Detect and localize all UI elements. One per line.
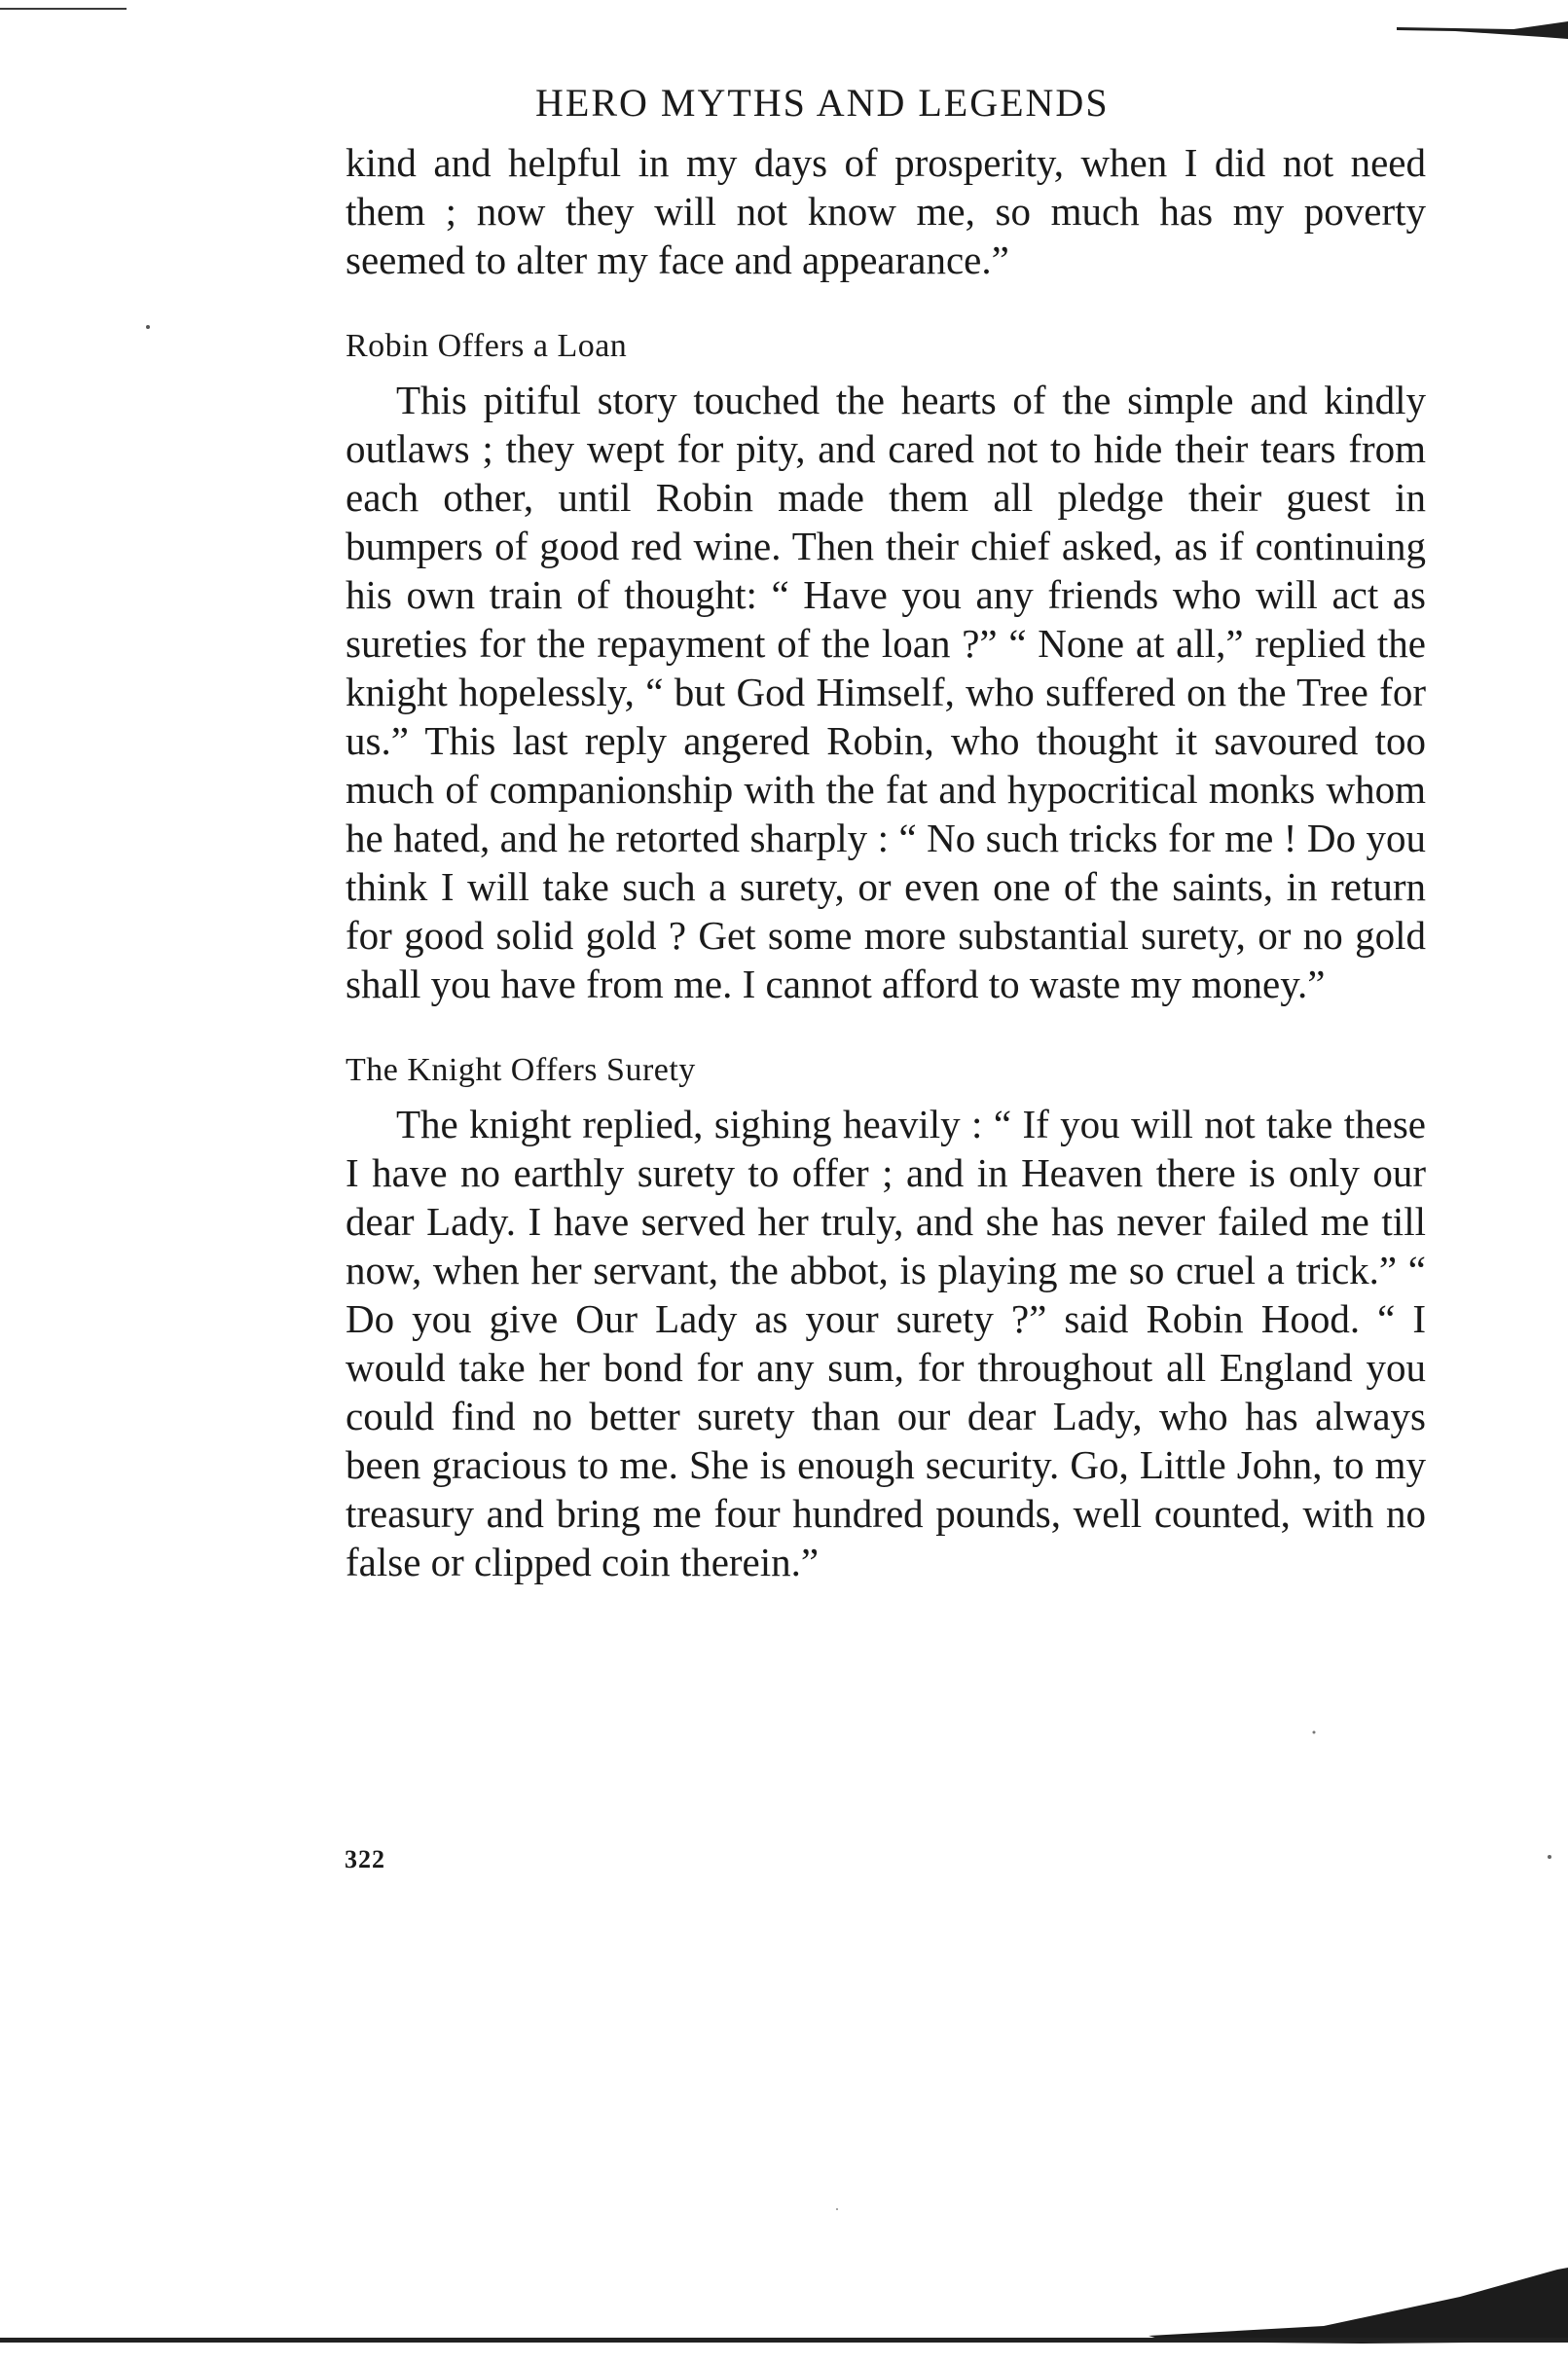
spacer <box>346 1090 1426 1100</box>
spacer <box>346 284 1426 327</box>
spacer <box>346 366 1426 376</box>
text-block <box>346 138 1426 1586</box>
section-heading-knight-offers-surety: The Knight Offers Surety <box>346 1052 696 1088</box>
paragraph-robin-offers-loan: This pitiful story touched the hearts of the simple and kindly outlaws ; they wept for pity, and cared not to hide their tears from each other, until Robin made them all pledge their guest in bumpers of good red wine. Then their chief asked, as if continuing his own train of thought: “ Have you any friends who will act as sureties for the repayment of the loan ?” “ None at all,” replied the knight hopelessly, “ but God Himself, who suffered on the Tree for us.” This last reply angered Robin, who thought it savoured too much of companionship with the fat and hypocritical monks whom he hated, and he retorted sharply : “ No such tricks for me ! Do you think I will take such a surety, or even one of the saints, in return for good solid gold ? Get some more substantial surety, or no gold shall you have from me. I cannot afford to waste my money.” <box>346 378 1426 1006</box>
section-heading-robin-offers-loan: Robin Offers a Loan <box>346 328 628 364</box>
spacer <box>346 1008 1426 1051</box>
paragraph-knight-offers-surety: The knight replied, sighing heavily : “ If you will not take these I have no earthly surety to offer ; and in Heaven there is only our dear Lady. I have served her truly, and she has never failed me till now, when her servant, the abbot, is playing me so cruel a trick.” “ Do you give Our Lady as your surety ?” said Robin Hood. “ I would take her bond for any sum, for throughout all England you could find no better surety than our dear Lady, who has always been gracious to me. She is enough security. Go, Little John, to my treasury and bring me four hundred pounds, well counted, with no false or clipped coin therein.” <box>346 1102 1426 1584</box>
page-number: 322 <box>345 1845 385 1873</box>
scan-edge-shadow <box>0 2258 1568 2362</box>
paragraph-continued: kind and helpful in my days of prosperity, when I did not need them ; now they will not know me, so much has my poverty seemed to alter my face and appearance.” <box>346 140 1426 282</box>
running-head: HERO MYTHS AND LEGENDS <box>535 81 1110 125</box>
